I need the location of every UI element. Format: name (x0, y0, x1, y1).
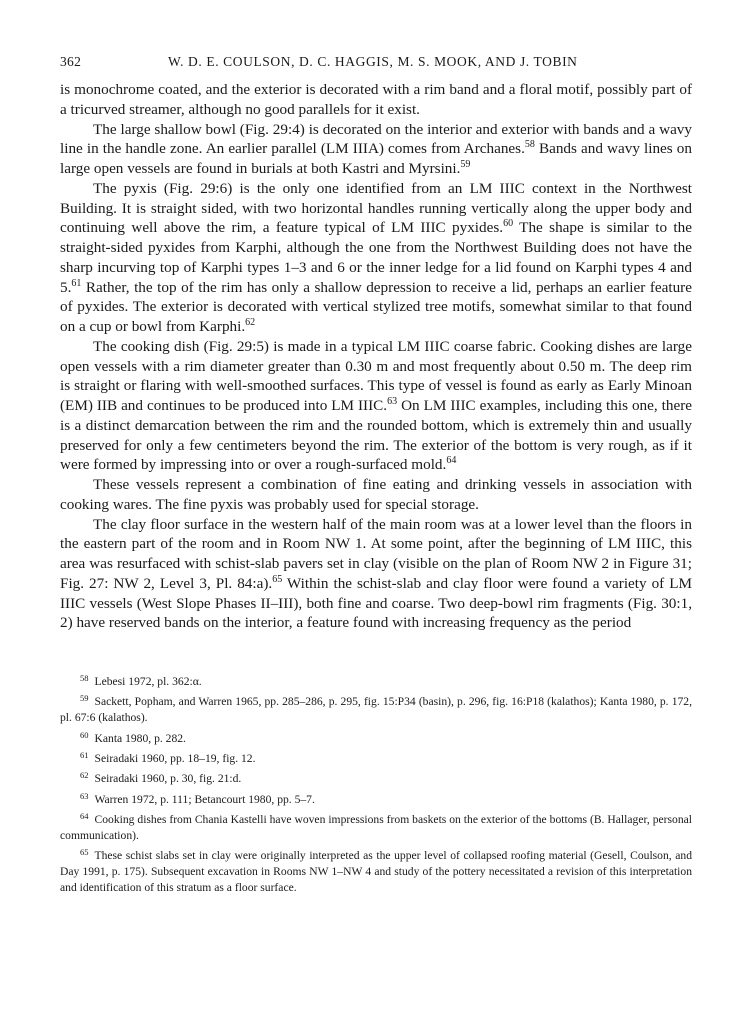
footnote (60, 694, 692, 726)
footnote-number: 59 (80, 693, 89, 704)
footnote-text: Kanta 1980, p. 282. (94, 731, 186, 745)
footnote-number: 63 (80, 790, 89, 801)
paragraph-text: These vessels represent a combination of fine eating and drinking vessels in association with cooking wares. The fine pyxis was probably used for special storage. (60, 476, 692, 513)
footnote-text: Seiradaki 1960, pp. 18–19, fig. 12. (94, 751, 256, 765)
body-paragraph (60, 515, 692, 634)
footnote (60, 731, 692, 747)
footnote-number: 64 (80, 810, 89, 821)
paragraph-text: Within the schist-slab and clay floor were found a variety of LM IIIC vessels (West Slope Phases II–III), both fine and coarse. Two deep-bowl rim fragments (Fig. 30:1, 2) have reserved bands on the interior, a feature found with increasing frequency as the period (60, 574, 692, 632)
footnote-reference[interactable]: 61 (71, 277, 82, 289)
footnote (60, 812, 692, 844)
paragraph-text: The pyxis (Fig. 29:6) is the only one identified from an LM IIIC context in the Northwest Building. It is straight sided, with two horizontal handles running vertically along the upper body and continuing well above the rim, a feature typical of LM IIIC pyxides. (60, 179, 692, 237)
body-text (60, 80, 692, 633)
body-paragraph (60, 337, 692, 475)
footnote-reference[interactable]: 62 (245, 317, 256, 328)
paragraph-text: Rather, the top of the rim has only a shallow depression to receive a lid, perhaps an earlier feature of pyxides. The exterior is decorated with vertical stylized tree motifs, somewhat similar to that found on a cup or bowl from Karphi. (60, 278, 692, 335)
footnote-text: These schist slabs set in clay were originally interpreted as the upper level of collapsed roofing material (Gesell, Coulson, and Day 1991, p. 175). Subsequent excavation in Rooms NW 1–NW 4 and study of the pottery necessitated a revision of this interpretation and identification of this stratum as a floor surface. (60, 849, 692, 895)
footnote-reference[interactable]: 64 (446, 455, 457, 467)
body-paragraph (60, 80, 692, 120)
footnote-reference[interactable]: 58 (524, 139, 535, 151)
footnote-reference[interactable]: 59 (460, 159, 471, 170)
paragraph-text: The large shallow bowl (Fig. 29:4) is decorated on the interior and exterior with bands and a wavy line in the handle zone. An earlier parallel (LM IIIA) comes from Archanes. (60, 120, 692, 158)
paragraph-text: Bands and wavy lines on large open vessels are found in burials at both Kastri and Myrsini. (60, 140, 692, 177)
paragraph-text: The clay floor surface in the western half of the main room was at a lower level than the floors in the eastern part of the room and in Room NW 1. At some point, after the beginning of LM IIIC, this area was resurfaced with schist-slab pavers set in clay (visible on the plan of Room NW 2 in Figure 31; Fig. 27: NW 2, Level 3, Pl. 84:a). (60, 515, 692, 592)
footnote-number: 60 (80, 729, 89, 740)
body-paragraph (60, 475, 692, 515)
footnotes (60, 674, 692, 901)
footnote-text: Warren 1972, p. 111; Betancourt 1980, pp. 5–7. (94, 792, 315, 806)
footnote-reference[interactable]: 63 (387, 396, 398, 407)
paragraph-text: The shape is similar to the straight-sided pyxides from Karphi, although the one from the Northwest Building does not have the sharp incurving top of Karphi types 1–3 and 6 or the inner ledge for a lid found on Karphi types 4 and 5. (60, 219, 692, 296)
footnote-number: 65 (80, 847, 89, 858)
paragraph-text: The cooking dish (Fig. 29:5) is made in a typical LM IIIC coarse fabric. Cooking dishes are large open vessels with a rim diameter greater than 0.30 m and most frequently about 0.50 m. The deep rim is straight or flaring with well-smoothed surfaces. This type of vessel is found as early as Early Minoan (EM) IIB and continues to be produced into LM IIIC. (60, 337, 692, 414)
footnote (60, 674, 692, 690)
footnote-text: Cooking dishes from Chania Kastelli have woven impressions from baskets on the exterior of the bottoms (B. Hallager, personal communication). (60, 812, 692, 842)
paragraph-text: On LM IIIC examples, including this one, there is a distinct demarcation between the rim and the rounded bottom, which is extremely thin and usually preserved for only a few centimeters beyond the rim. The exterior of the bottom is very rough, as if it were formed by impressing into or over a rough-surfaced mold. (60, 397, 692, 474)
footnote-text: Seiradaki 1960, p. 30, fig. 21:d. (94, 772, 242, 786)
footnote (60, 771, 692, 787)
footnote (60, 792, 692, 808)
footnote-text: Sackett, Popham, and Warren 1965, pp. 285–286, p. 295, fig. 15:P34 (basin), p. 296, fig. 16:P18 (kalathos); Kanta 1980, p. 172, pl. 67:6 (kalathos). (60, 695, 692, 725)
running-head-authors: W. D. E. COULSON, D. C. HAGGIS, M. S. MOOK, AND J. TOBIN (168, 54, 578, 69)
footnote (60, 751, 692, 767)
body-paragraph (60, 120, 692, 179)
footnote-number: 61 (80, 749, 89, 760)
footnote-number: 58 (80, 673, 89, 683)
running-head (60, 54, 700, 74)
footnote-reference[interactable]: 60 (503, 218, 514, 230)
body-paragraph (60, 179, 692, 337)
paragraph-text: is monochrome coated, and the exterior is decorated with a rim band and a floral motif, possibly part of a tricurved streamer, although no good parallels for it exist. (60, 81, 692, 118)
footnote-number: 62 (80, 770, 89, 781)
page-number: 362 (60, 54, 82, 69)
footnote (60, 848, 692, 896)
footnote-reference[interactable]: 65 (272, 573, 283, 585)
footnote-text: Lebesi 1972, pl. 362:α. (94, 675, 202, 688)
